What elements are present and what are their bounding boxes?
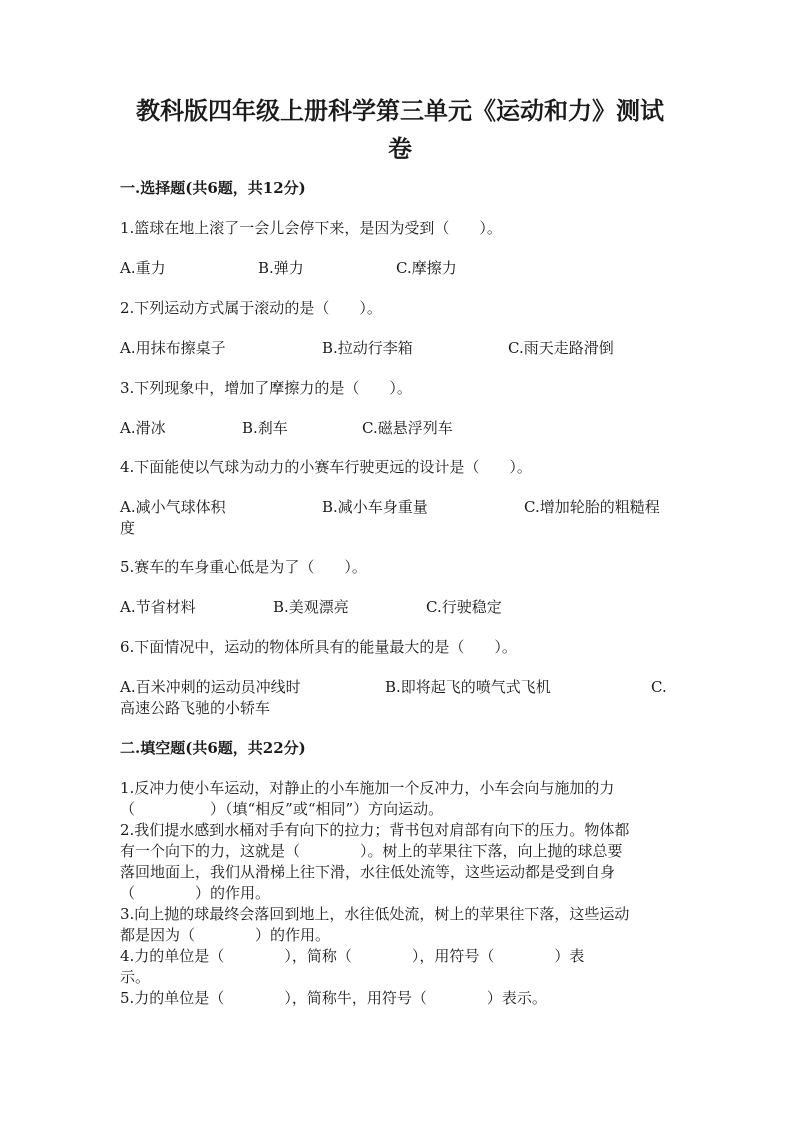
fill-line: 有一个向下的力，这就是（ ）。树上的苹果往下落，向上抛的球总要 [120, 842, 623, 860]
title-line-1: 教科版四年级上册科学第三单元《运动和力》测试 [136, 96, 664, 125]
option-b: B.拉动行李箱 [322, 339, 413, 357]
fill-line: 1.反冲力使小车运动，对静止的小车施加一个反冲力，小车会向与施加的力 [120, 779, 615, 797]
option-a: A.百米冲刺的运动员冲线时 [120, 678, 301, 696]
question-stem: 2.下列运动方式属于滚动的是（ ）。 [120, 299, 382, 317]
option-c-continued: 高速公路飞驰的小轿车 [120, 699, 271, 717]
fill-line: 4.力的单位是（ ），简称（ ），用符号（ ）表 [120, 947, 585, 965]
option-b: B.弹力 [258, 259, 304, 277]
option-c: C.雨天走路滑倒 [508, 339, 614, 357]
option-c: C. [651, 678, 667, 696]
option-b: B.即将起飞的喷气式飞机 [385, 678, 551, 696]
option-a: A.减小气球体积 [120, 498, 226, 516]
option-b: B.刹车 [242, 419, 288, 437]
option-b: B.美观漂亮 [273, 598, 349, 616]
section-heading-choice: 一.选择题(共6题，共12分) [120, 179, 306, 197]
option-a: A.节省材料 [120, 598, 196, 616]
question-stem: 4.下面能使以气球为动力的小赛车行驶更远的设计是（ ）。 [120, 458, 532, 476]
section-heading-fill: 二.填空题(共6题，共22分) [120, 739, 306, 757]
option-c: C.摩擦力 [396, 259, 457, 277]
option-c: C.增加轮胎的粗糙程 [524, 498, 660, 516]
option-a: A.重力 [120, 259, 166, 277]
question-stem: 1.篮球在地上滚了一会儿会停下来，是因为受到（ ）。 [120, 219, 502, 237]
fill-line: （ ）（填“相反”或“相同”）方向运动。 [120, 800, 444, 818]
option-a: A.滑冰 [120, 419, 166, 437]
question-stem: 5.赛车的车身重心低是为了（ ）。 [120, 558, 367, 576]
option-c: C.磁悬浮列车 [362, 419, 453, 437]
question-stem: 6.下面情况中，运动的物体所具有的能量最大的是（ ）。 [120, 638, 517, 656]
option-c: C.行驶稳定 [426, 598, 502, 616]
fill-line: 5.力的单位是（ ），简称牛，用符号（ ）表示。 [120, 989, 547, 1007]
fill-line: （ ）的作用。 [120, 884, 271, 902]
fill-line: 2.我们提水感到水桶对手有向下的拉力；背书包对肩部有向下的压力。物体都 [120, 821, 630, 839]
fill-line: 落回地面上，我们从滑梯上往下滑，水往低处流等，这些运动都是受到自身 [120, 863, 616, 881]
fill-line: 示。 [120, 968, 151, 986]
fill-line: 3.向上抛的球最终会落回到地上，水往低处流，树上的苹果往下落，这些运动 [120, 905, 630, 923]
option-c-continued: 度 [120, 519, 136, 537]
option-b: B.减小车身重量 [322, 498, 428, 516]
question-stem: 3.下列现象中，增加了摩擦力的是（ ）。 [120, 379, 412, 397]
fill-line: 都是因为（ ）的作用。 [120, 926, 331, 944]
page-title [100, 92, 700, 168]
option-a: A.用抹布擦桌子 [120, 339, 226, 357]
title-line-2: 卷 [388, 134, 412, 163]
